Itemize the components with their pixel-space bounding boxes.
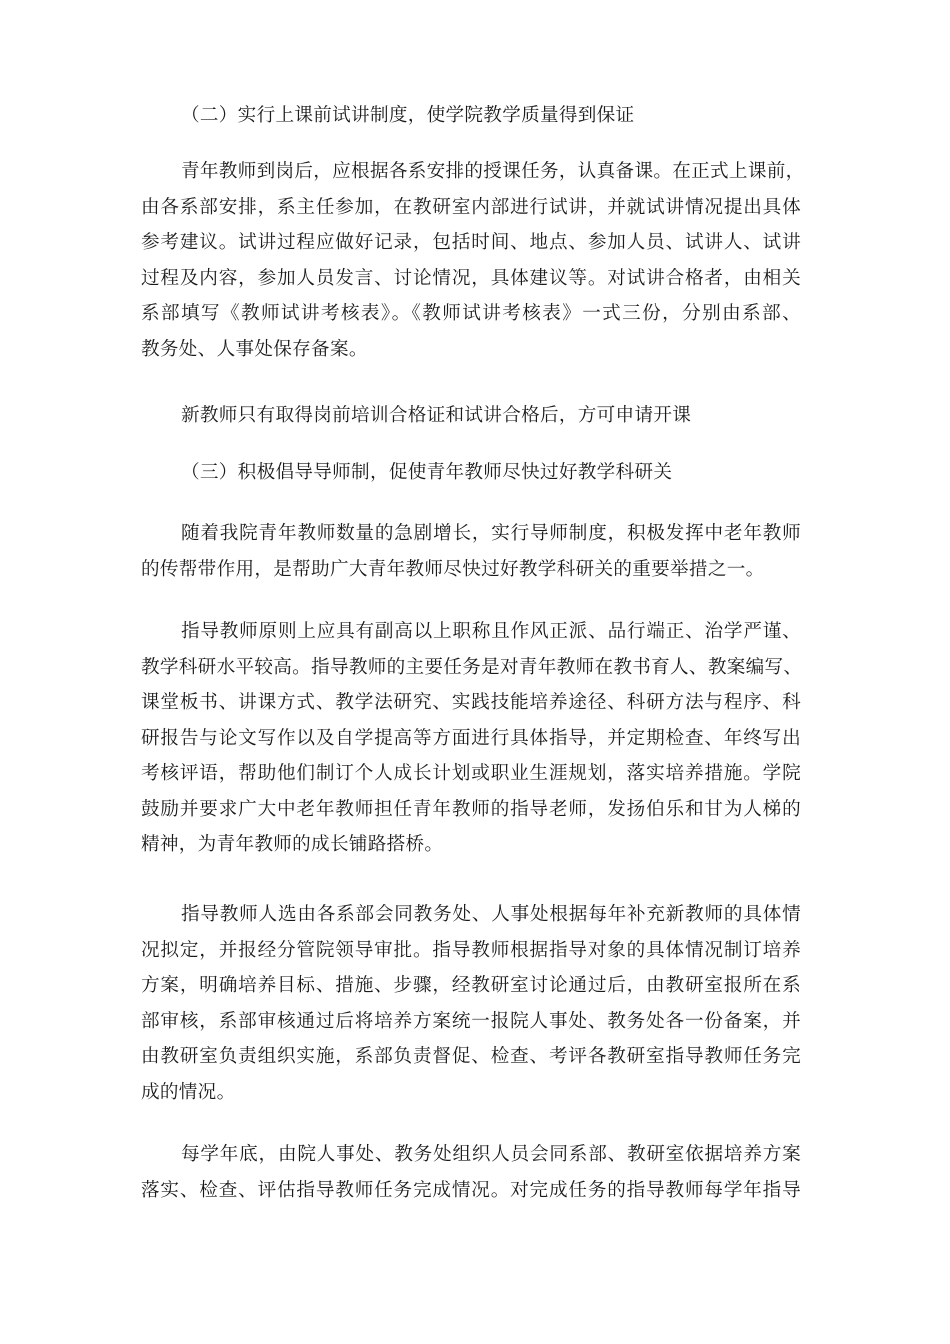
paragraph-mentor-selection [141,897,801,1110]
paragraph-line: 每学年底，由院人事处、教务处组织人员会同系部、教研室依据培养方案 [181,1144,801,1165]
paragraph-line: 课堂板书、讲课方式、教学法研究、实践技能培养途径、科研方法与程序、科 [141,692,801,713]
paragraph-line: 由各系部安排，系主任参加，在教研室内部进行试讲，并就试讲情况提出具体 [141,196,801,218]
paragraph-mentor-qualifications [141,614,801,863]
paragraph-line: 况拟定，并报经分管院领导审批。指导教师根据指导对象的具体情况制订培养 [141,939,801,961]
paragraph-annual-review [141,1137,801,1208]
paragraph-line: 教务处、人事处保存备案。 [141,338,368,360]
paragraph-line: 研报告与论文写作以及自学提高等方面进行具体指导，并定期检查、年终写出 [141,727,801,749]
paragraph-mentor-system [141,516,801,587]
paragraph-line: 部审核，系部审核通过后将培养方案统一报院人事处、教务处各一份备案，并 [141,1010,801,1032]
paragraph-line: 系部填写《教师试讲考核表》。《教师试讲考核表》一式三份，分别由系部、 [141,303,801,324]
paragraph-trial-lecture [141,154,805,367]
paragraph-line: 青年教师到岗后，应根据各系安排的授课任务，认真备课。在正式上课前， [181,161,805,182]
paragraph-line: 的传帮带作用，是帮助广大青年教师尽快过好教学科研关的重要举措之一。 [141,558,765,580]
paragraph-line: 由教研室负责组织实施，系部负责督促、检查、考评各教研室指导教师任务完 [141,1046,801,1067]
section-heading-3: （三）积极倡导导师制，促使青年教师尽快过好教学科研关 [181,462,673,483]
paragraph-line: 参考建议。试讲过程应做好记录，包括时间、地点、参加人员、试讲人、试讲 [141,232,801,253]
paragraph-line: 鼓励并要求广大中老年教师担任青年教师的指导老师，发扬伯乐和甘为人梯的 [141,798,801,820]
paragraph-line: 随着我院青年教师数量的急剧增长，实行导师制度，积极发挥中老年教师 [181,523,801,544]
paragraph-line: 落实、检查、评估指导教师任务完成情况。对完成任务的指导教师每学年指导 [141,1179,801,1201]
paragraph-line: 过程及内容，参加人员发言、讨论情况，具体建议等。对试讲合格者，由相关 [141,267,801,289]
paragraph-line: 指导教师人选由各系部会同教务处、人事处根据每年补充新教师的具体情 [181,904,801,925]
paragraph-line: 教学科研水平较高。指导教师的主要任务是对青年教师在教书育人、教案编写、 [141,656,803,678]
paragraph-line: 精神，为青年教师的成长铺路搭桥。 [141,834,444,855]
paragraph-line: 方案，明确培养目标、措施、步骤，经教研室讨论通过后，由教研室报所在系 [141,975,801,996]
paragraph-line: 考核评语，帮助他们制订个人成长计划或职业生涯规划，落实培养措施。学院 [141,763,801,784]
section-heading-2: （二）实行上课前试讲制度，使学院教学质量得到保证 [181,105,635,126]
paragraph-line: 指导教师原则上应具有副高以上职称且作风正派、品行端正、治学严谨、 [181,621,801,642]
paragraph-new-teacher: 新教师只有取得岗前培训合格证和试讲合格后，方可申请开课 [181,405,692,426]
paragraph-line: 成的情况。 [141,1081,236,1103]
